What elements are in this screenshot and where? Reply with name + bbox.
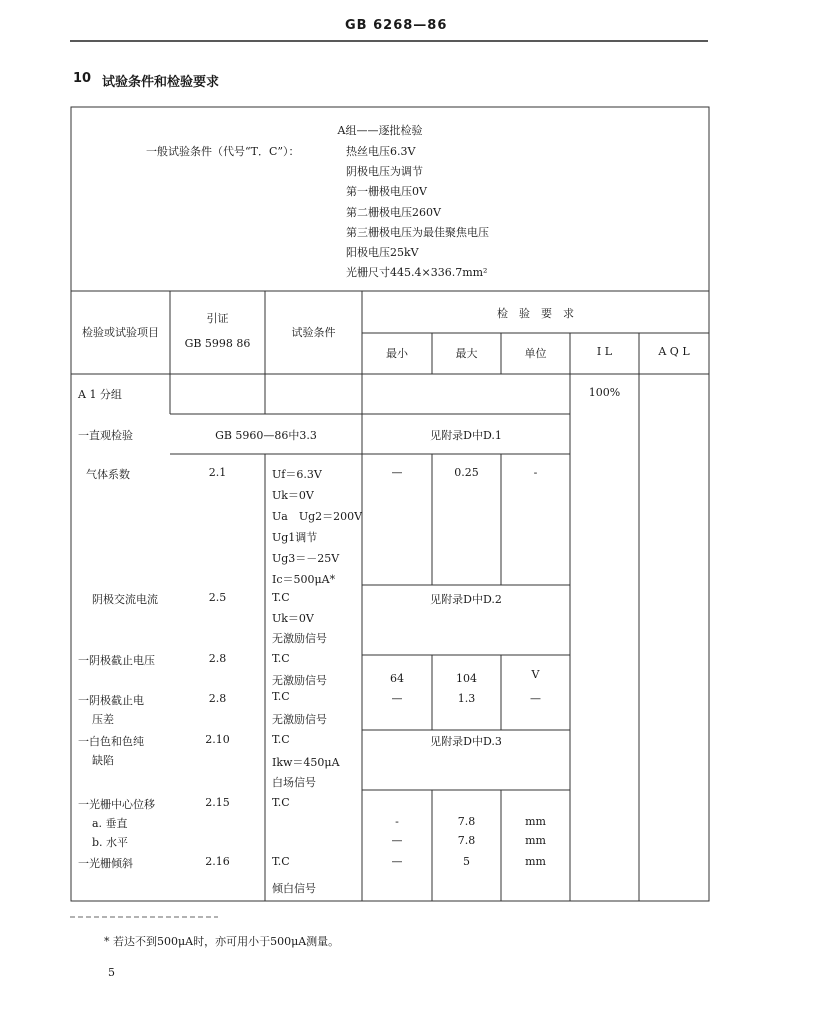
header-unit: 单位 bbox=[524, 347, 547, 360]
row-tilt-unit: mm bbox=[525, 855, 546, 868]
row-gas-item: 气体系数 bbox=[86, 468, 130, 481]
row-gas-condition-cathode: Uk＝0V bbox=[272, 489, 314, 502]
row-cutoff-diff-min: — bbox=[391, 692, 403, 705]
row-cutoff-condition-tc: T.C bbox=[272, 652, 290, 665]
row-cutoff-unit: V bbox=[531, 668, 540, 681]
header-il: I L bbox=[596, 345, 613, 358]
row-tilt-min: — bbox=[391, 855, 403, 868]
condition-heater-voltage: 热丝电压6.3V bbox=[346, 145, 416, 158]
row-tilt-clause: 2.16 bbox=[205, 855, 230, 868]
row-cutoff-diff-max: 1.3 bbox=[457, 692, 476, 705]
row-center-clause: 2.15 bbox=[205, 796, 230, 809]
row-gas-condition-current: Ic＝500μA* bbox=[272, 573, 336, 586]
row-gas-condition-grid3: Ug3＝－25V bbox=[272, 552, 340, 565]
row-gas-condition-heater: Uf＝6.3V bbox=[272, 468, 322, 481]
general-conditions-label: 一般试验条件（代号“T．C”）： bbox=[146, 145, 300, 158]
row-white-clause: 2.10 bbox=[205, 733, 230, 746]
condition-grid2-voltage: 第二栅极电压260V bbox=[346, 206, 441, 219]
row-leak-condition-tc: T.C bbox=[272, 591, 290, 604]
header-aql: A Q L bbox=[658, 345, 690, 358]
group-title: A组——逐批检验 bbox=[337, 124, 423, 137]
row-cutoff-condition-signal: 无激励信号 bbox=[272, 674, 327, 687]
page-number: 5 bbox=[108, 966, 115, 979]
condition-anode-voltage: 阳极电压25kV bbox=[346, 246, 419, 259]
row-center-vertical-min: - bbox=[395, 815, 399, 828]
row-gas-max: 0.25 bbox=[454, 466, 479, 479]
row-tilt-condition-tc: T.C bbox=[272, 855, 290, 868]
row-visual-spec: GB 5960—86中3.3 bbox=[215, 429, 317, 442]
row-leak-requirement: 见附录D中D.2 bbox=[430, 593, 502, 606]
header-requirements: 检 验 要 求 bbox=[497, 307, 574, 320]
header-clause-line1: 引证 bbox=[206, 312, 229, 325]
row-cutoff-diff-unit: — bbox=[530, 692, 541, 705]
row-center-horizontal-max: 7.8 bbox=[457, 834, 476, 847]
condition-grid1-voltage: 第一栅极电压0V bbox=[346, 185, 427, 198]
row-cutoff-diff-clause: 2.8 bbox=[208, 692, 227, 705]
row-center-horizontal-min: — bbox=[391, 834, 403, 847]
row-cutoff-diff-item-line2: 压差 bbox=[92, 713, 114, 726]
row-leak-condition-signal: 无激励信号 bbox=[272, 632, 327, 645]
row-center-horizontal-item: b. 水平 bbox=[92, 836, 129, 849]
row-center-condition-tc: T.C bbox=[272, 796, 290, 809]
row-cutoff-diff-condition-signal: 无激励信号 bbox=[272, 713, 327, 726]
row-cutoff-item: 一阴极截止电压 bbox=[78, 654, 155, 667]
row-white-condition-signal: 白场信号 bbox=[272, 776, 316, 789]
section-number: 10 bbox=[73, 71, 92, 86]
header-max: 最大 bbox=[455, 347, 478, 360]
row-visual-item: 一直观检验 bbox=[78, 429, 133, 442]
row-tilt-item: 一光栅倾斜 bbox=[78, 857, 133, 870]
subgroup-name: A 1 分组 bbox=[78, 388, 122, 401]
row-cutoff-diff-item-line1: 一阴极截止电 bbox=[78, 694, 144, 707]
condition-raster-size: 光栅尺寸445.4×336.7mm² bbox=[346, 266, 488, 279]
header-conditions: 试验条件 bbox=[291, 326, 336, 339]
row-center-item: 一光栅中心位移 bbox=[78, 798, 155, 811]
row-leak-condition-cathode: Uk＝0V bbox=[272, 612, 314, 625]
row-white-requirement: 见附录D中D.3 bbox=[430, 735, 502, 748]
header-item: 检验或试验项目 bbox=[82, 326, 159, 339]
footnote: * 若达不到500μA时，亦可用小于500μA测量。 bbox=[104, 935, 340, 948]
row-gas-unit: - bbox=[533, 466, 538, 479]
row-white-condition-current: Ikw＝450μA bbox=[272, 756, 340, 769]
row-white-item-line1: 一白色和色纯 bbox=[78, 735, 144, 748]
row-center-horizontal-unit: mm bbox=[525, 834, 546, 847]
condition-grid3-voltage: 第三栅极电压为最佳聚焦电压 bbox=[346, 226, 489, 239]
row-gas-clause: 2.1 bbox=[208, 466, 227, 479]
row-leak-item: 阴极交流电流 bbox=[92, 593, 158, 606]
row-cutoff-min: 64 bbox=[390, 672, 404, 685]
row-tilt-condition-signal: 倾白信号 bbox=[272, 882, 316, 895]
row-cutoff-diff-condition-tc: T.C bbox=[272, 690, 290, 703]
row-white-condition-tc: T.C bbox=[272, 733, 290, 746]
header-clause-line2: GB 5998 86 bbox=[184, 337, 251, 350]
row-center-vertical-unit: mm bbox=[525, 815, 546, 828]
row-cutoff-max: 104 bbox=[456, 672, 477, 685]
row-visual-requirement: 见附录D中D.1 bbox=[430, 429, 502, 442]
row-leak-clause: 2.5 bbox=[208, 591, 227, 604]
row-white-item-line2: 缺陷 bbox=[92, 754, 114, 767]
row-center-vertical-item: a. 垂直 bbox=[92, 817, 128, 830]
section-title: 试验条件和检验要求 bbox=[102, 75, 220, 90]
row-center-vertical-max: 7.8 bbox=[457, 815, 476, 828]
row-gas-min: — bbox=[391, 466, 403, 479]
subgroup-il: 100% bbox=[588, 386, 621, 399]
row-tilt-max: 5 bbox=[463, 855, 470, 868]
condition-cathode-voltage: 阴极电压为调节 bbox=[346, 165, 423, 178]
row-gas-condition-anode: Ua Ug2＝200V bbox=[272, 510, 363, 523]
header-min: 最小 bbox=[386, 347, 408, 360]
row-cutoff-clause: 2.8 bbox=[208, 652, 227, 665]
row-gas-condition-grid1: Ug1调节 bbox=[272, 531, 318, 544]
standard-number: GB 6268—86 bbox=[345, 18, 448, 33]
